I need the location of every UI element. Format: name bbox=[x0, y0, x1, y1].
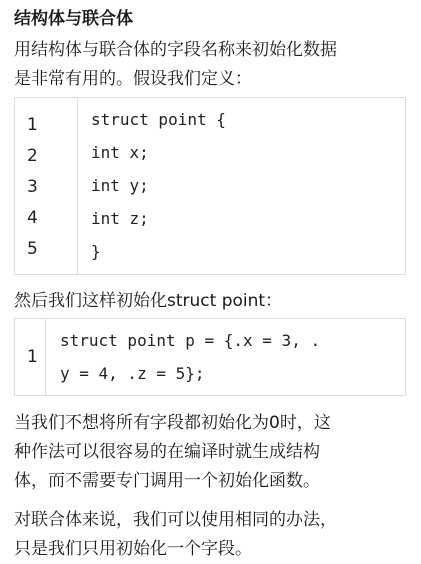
explanation-paragraph bbox=[14, 409, 409, 496]
code-line: struct point p = {.x = 3, . bbox=[60, 331, 321, 350]
code-block-struct-definition bbox=[14, 97, 406, 275]
line-number: 4 bbox=[27, 208, 38, 228]
line-number: 3 bbox=[27, 177, 38, 197]
explanation-line: 种作法可以很容易的在编译时就生成结构 bbox=[14, 442, 320, 462]
code-line: y = 4, .z = 5}; bbox=[60, 364, 205, 383]
code-line: int x; bbox=[91, 143, 149, 162]
intro-paragraph bbox=[14, 36, 409, 94]
line-number: 1 bbox=[27, 115, 38, 135]
line-number-gutter bbox=[15, 98, 78, 274]
code-line: int y; bbox=[91, 176, 149, 195]
between-paragraph bbox=[14, 287, 409, 316]
intro-line: 是非常有用的。假设我们定义： bbox=[14, 69, 252, 89]
code-line: int z; bbox=[91, 209, 149, 228]
line-number: 5 bbox=[27, 239, 38, 259]
explanation-line: 体，而不需要专门调用一个初始化函数。 bbox=[14, 471, 320, 491]
intro-line: 用结构体与联合体的字段名称来初始化数据 bbox=[14, 40, 337, 60]
explanation-line: 当我们不想将所有字段都初始化为0时，这 bbox=[14, 413, 331, 433]
union-line: 对联合体来说，我们可以使用相同的办法， bbox=[14, 510, 337, 530]
code-line: } bbox=[91, 242, 101, 261]
code-line: struct point { bbox=[91, 110, 226, 129]
section-heading: 结构体与联合体 bbox=[14, 9, 133, 29]
union-paragraph bbox=[14, 506, 409, 564]
between-line: 然后我们这样初始化struct point： bbox=[14, 291, 283, 311]
line-number: 2 bbox=[27, 146, 38, 166]
line-number-gutter bbox=[15, 319, 46, 395]
code-block-struct-init bbox=[14, 318, 406, 396]
union-line: 只是我们只用初始化一个字段。 bbox=[14, 539, 252, 559]
line-number: 1 bbox=[27, 347, 38, 367]
